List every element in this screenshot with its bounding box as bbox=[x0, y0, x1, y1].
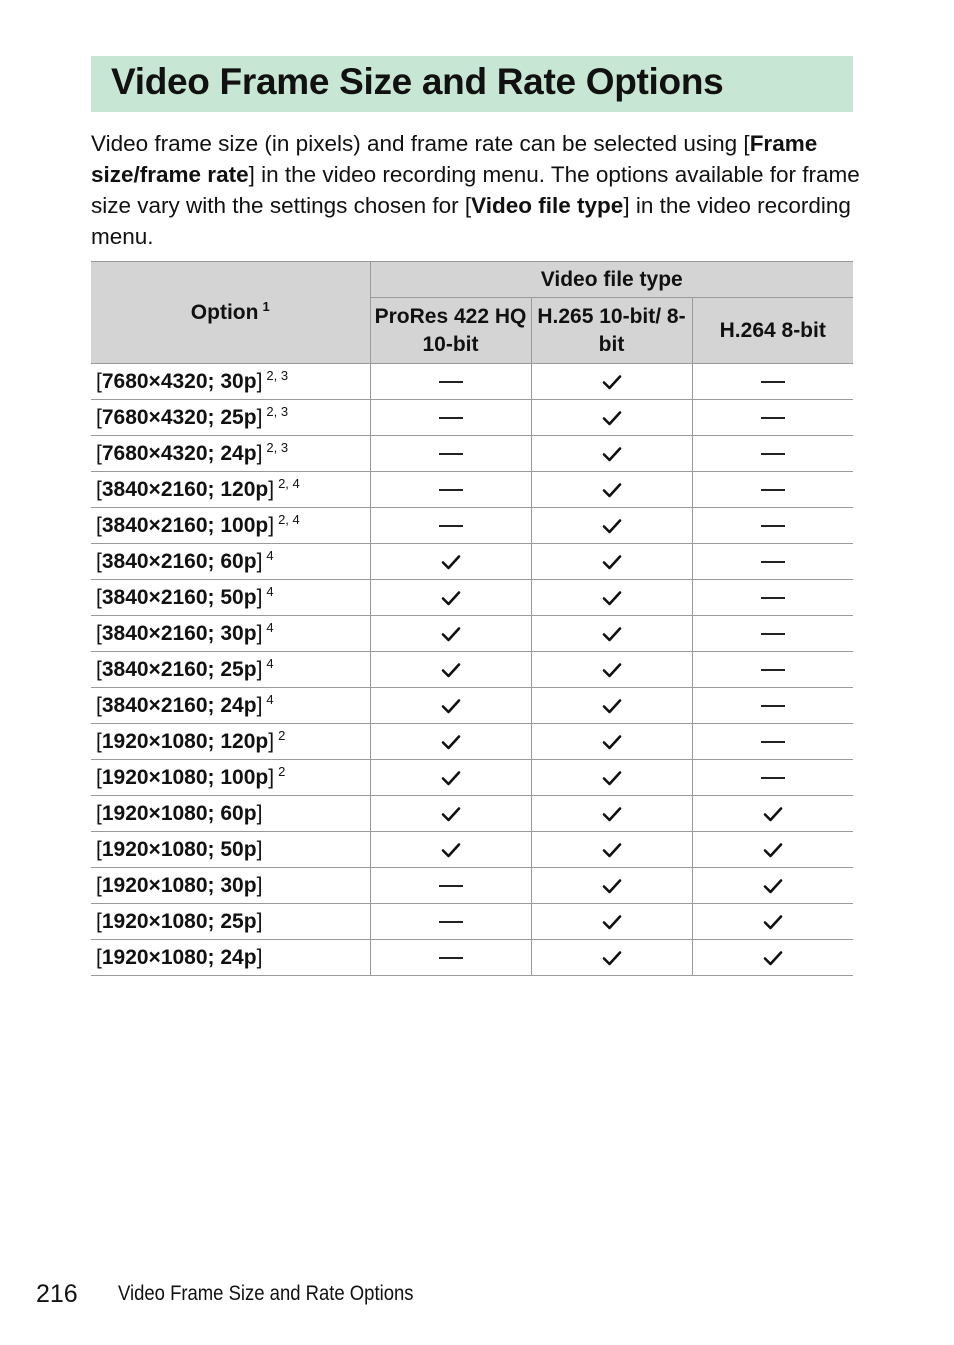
availability-cell bbox=[692, 616, 853, 652]
dash-icon bbox=[761, 453, 785, 455]
check-icon bbox=[532, 518, 692, 534]
option-value: 7680×4320; 25p bbox=[101, 405, 257, 429]
dash-icon bbox=[761, 777, 785, 779]
option-value: 1920×1080; 120p bbox=[101, 729, 269, 753]
option-notes: 4 bbox=[266, 619, 274, 635]
availability-cell bbox=[692, 508, 853, 544]
availability-cell bbox=[370, 652, 531, 688]
option-cell: [1920×1080; 30p] bbox=[91, 868, 370, 904]
dash-icon bbox=[761, 633, 785, 635]
availability-cell bbox=[370, 868, 531, 904]
option-header-note: 1 bbox=[262, 298, 270, 314]
availability-cell bbox=[370, 616, 531, 652]
option-cell: [3840×2160; 60p] $^4$ bbox=[91, 544, 370, 580]
option-notes: 2 bbox=[278, 727, 286, 743]
table-row bbox=[91, 724, 853, 760]
check-icon bbox=[532, 554, 692, 570]
availability-cell bbox=[692, 832, 853, 868]
availability-cell bbox=[370, 760, 531, 796]
availability-cell bbox=[370, 796, 531, 832]
dash-icon bbox=[439, 453, 463, 455]
option-header bbox=[91, 262, 370, 364]
dash-icon bbox=[761, 381, 785, 383]
availability-cell bbox=[531, 544, 692, 580]
intro-paragraph bbox=[91, 128, 861, 252]
option-notes: 4 bbox=[266, 547, 274, 563]
dash-icon bbox=[761, 525, 785, 527]
option-cell: [3840×2160; 120p] $^{2, 4}$ bbox=[91, 472, 370, 508]
availability-cell bbox=[370, 832, 531, 868]
dash-icon bbox=[761, 417, 785, 419]
availability-cell bbox=[692, 580, 853, 616]
dash-icon bbox=[761, 597, 785, 599]
availability-cell bbox=[692, 760, 853, 796]
availability-cell bbox=[531, 940, 692, 976]
option-notes: 4 bbox=[266, 691, 274, 707]
check-icon bbox=[693, 842, 854, 858]
option-cell: [3840×2160; 25p] $^4$ bbox=[91, 652, 370, 688]
option-notes: 2 bbox=[278, 763, 286, 779]
table-row bbox=[91, 940, 853, 976]
dash-icon bbox=[761, 741, 785, 743]
check-icon bbox=[532, 878, 692, 894]
dash-icon bbox=[439, 489, 463, 491]
availability-cell bbox=[531, 580, 692, 616]
check-icon bbox=[693, 914, 854, 930]
availability-cell bbox=[370, 400, 531, 436]
option-notes: 2, 3 bbox=[266, 439, 289, 455]
table-row bbox=[91, 436, 853, 472]
check-icon bbox=[532, 914, 692, 930]
table-row bbox=[91, 544, 853, 580]
options-table bbox=[91, 261, 853, 976]
availability-cell bbox=[692, 436, 853, 472]
option-value: 3840×2160; 25p bbox=[101, 657, 257, 681]
dash-icon bbox=[439, 921, 463, 923]
check-icon bbox=[532, 590, 692, 606]
option-value: 1920×1080; 100p bbox=[101, 765, 269, 789]
table-row bbox=[91, 508, 853, 544]
option-notes: 4 bbox=[266, 655, 274, 671]
availability-cell bbox=[370, 436, 531, 472]
availability-cell bbox=[531, 688, 692, 724]
availability-cell bbox=[692, 688, 853, 724]
table-row bbox=[91, 580, 853, 616]
check-icon bbox=[532, 482, 692, 498]
check-icon bbox=[532, 734, 692, 750]
availability-cell bbox=[692, 796, 853, 832]
check-icon bbox=[693, 806, 854, 822]
intro-text-2: ] in the video recording menu. The options available for frame size vary with the settings chosen for [ bbox=[91, 162, 860, 218]
check-icon bbox=[371, 662, 531, 678]
title-band bbox=[91, 56, 853, 112]
check-icon bbox=[693, 950, 854, 966]
col-header-h264: H.264 8-bit bbox=[692, 298, 853, 364]
dash-icon bbox=[761, 561, 785, 563]
availability-cell bbox=[692, 724, 853, 760]
option-value: 7680×4320; 24p bbox=[101, 441, 257, 465]
option-notes: 2, 4 bbox=[278, 475, 300, 491]
availability-cell bbox=[531, 796, 692, 832]
dash-icon bbox=[439, 525, 463, 527]
option-value: 3840×2160; 50p bbox=[101, 585, 257, 609]
check-icon bbox=[532, 806, 692, 822]
check-icon bbox=[371, 734, 531, 750]
page-number: 216 bbox=[36, 1280, 78, 1308]
option-value: 1920×1080; 25p bbox=[101, 909, 257, 933]
availability-cell bbox=[531, 508, 692, 544]
availability-cell bbox=[692, 544, 853, 580]
check-icon bbox=[371, 626, 531, 642]
check-icon bbox=[371, 590, 531, 606]
table-row bbox=[91, 688, 853, 724]
intro-text-3: ] in the video recording menu. bbox=[91, 193, 851, 249]
check-icon bbox=[371, 770, 531, 786]
table-row bbox=[91, 760, 853, 796]
dash-icon bbox=[761, 669, 785, 671]
availability-cell bbox=[692, 400, 853, 436]
availability-cell bbox=[370, 724, 531, 760]
table-row bbox=[91, 904, 853, 940]
availability-cell bbox=[531, 616, 692, 652]
intro-bold-file-type: Video file type bbox=[471, 193, 624, 218]
check-icon bbox=[532, 374, 692, 390]
option-cell: [1920×1080; 100p] $^2$ bbox=[91, 760, 370, 796]
dash-icon bbox=[439, 885, 463, 887]
availability-cell bbox=[531, 760, 692, 796]
availability-cell bbox=[692, 940, 853, 976]
availability-cell bbox=[370, 364, 531, 400]
availability-cell bbox=[531, 868, 692, 904]
check-icon bbox=[532, 698, 692, 714]
check-icon bbox=[532, 842, 692, 858]
option-value: 3840×2160; 120p bbox=[101, 477, 269, 501]
option-notes: 2, 4 bbox=[278, 511, 300, 527]
check-icon bbox=[532, 770, 692, 786]
option-cell: [1920×1080; 25p] bbox=[91, 904, 370, 940]
availability-cell bbox=[692, 472, 853, 508]
option-header-label: Option bbox=[190, 300, 259, 324]
page-title: Video Frame Size and Rate Options bbox=[111, 61, 724, 102]
dash-icon bbox=[439, 381, 463, 383]
availability-cell bbox=[370, 580, 531, 616]
option-cell: [1920×1080; 50p] bbox=[91, 832, 370, 868]
table-row bbox=[91, 364, 853, 400]
option-cell: [3840×2160; 100p] $^{2, 4}$ bbox=[91, 508, 370, 544]
table-row bbox=[91, 652, 853, 688]
availability-cell bbox=[692, 904, 853, 940]
table-row bbox=[91, 832, 853, 868]
option-cell: [7680×4320; 30p] $^{2, 3}$ bbox=[91, 364, 370, 400]
col-header-h265: H.265 10-bit/ 8-bit bbox=[531, 298, 692, 364]
dash-icon bbox=[439, 957, 463, 959]
option-value: 7680×4320; 30p bbox=[101, 369, 257, 393]
availability-cell bbox=[531, 400, 692, 436]
availability-cell bbox=[531, 436, 692, 472]
check-icon bbox=[693, 878, 854, 894]
option-value: 1920×1080; 60p bbox=[101, 801, 257, 825]
availability-cell bbox=[692, 868, 853, 904]
availability-cell bbox=[692, 364, 853, 400]
option-cell: [7680×4320; 25p] $^{2, 3}$ bbox=[91, 400, 370, 436]
option-cell: [3840×2160; 30p] $^4$ bbox=[91, 616, 370, 652]
availability-cell bbox=[531, 832, 692, 868]
check-icon bbox=[371, 698, 531, 714]
option-cell: [1920×1080; 120p] $^2$ bbox=[91, 724, 370, 760]
option-value: 3840×2160; 30p bbox=[101, 621, 257, 645]
option-value: 1920×1080; 30p bbox=[101, 873, 257, 897]
intro-bold-frame-size: Frame size/frame rate bbox=[91, 131, 818, 187]
option-notes: 2, 3 bbox=[266, 403, 289, 419]
option-cell: [1920×1080; 60p] bbox=[91, 796, 370, 832]
check-icon bbox=[532, 446, 692, 462]
option-cell: [3840×2160; 24p] $^4$ bbox=[91, 688, 370, 724]
availability-cell bbox=[692, 652, 853, 688]
check-icon bbox=[532, 626, 692, 642]
availability-cell bbox=[370, 940, 531, 976]
check-icon bbox=[371, 806, 531, 822]
dash-icon bbox=[439, 417, 463, 419]
option-notes: 4 bbox=[266, 583, 274, 599]
option-value: 3840×2160; 60p bbox=[101, 549, 257, 573]
availability-cell bbox=[531, 364, 692, 400]
availability-cell bbox=[531, 724, 692, 760]
footer-section-title: Video Frame Size and Rate Options bbox=[118, 1282, 414, 1305]
video-file-type-header: Video file type bbox=[370, 262, 853, 298]
availability-cell bbox=[531, 472, 692, 508]
table-row bbox=[91, 400, 853, 436]
check-icon bbox=[532, 950, 692, 966]
option-value: 1920×1080; 50p bbox=[101, 837, 257, 861]
intro-text-1: Video frame size (in pixels) and frame rate can be selected using [ bbox=[91, 131, 750, 156]
check-icon bbox=[532, 662, 692, 678]
check-icon bbox=[371, 842, 531, 858]
table-row bbox=[91, 796, 853, 832]
option-cell: [3840×2160; 50p] $^4$ bbox=[91, 580, 370, 616]
option-cell: [1920×1080; 24p] bbox=[91, 940, 370, 976]
availability-cell bbox=[370, 472, 531, 508]
table-row bbox=[91, 472, 853, 508]
dash-icon bbox=[761, 705, 785, 707]
availability-cell bbox=[370, 904, 531, 940]
dash-icon bbox=[761, 489, 785, 491]
availability-cell bbox=[370, 688, 531, 724]
availability-cell bbox=[531, 904, 692, 940]
col-header-prores: ProRes 422 HQ 10-bit bbox=[370, 298, 531, 364]
option-value: 1920×1080; 24p bbox=[101, 945, 257, 969]
availability-cell bbox=[370, 544, 531, 580]
check-icon bbox=[532, 410, 692, 426]
option-notes: 2, 3 bbox=[266, 367, 289, 383]
availability-cell bbox=[531, 652, 692, 688]
availability-cell bbox=[370, 508, 531, 544]
table-row bbox=[91, 616, 853, 652]
option-value: 3840×2160; 100p bbox=[101, 513, 269, 537]
table-row bbox=[91, 868, 853, 904]
option-cell: [7680×4320; 24p] $^{2, 3}$ bbox=[91, 436, 370, 472]
option-value: 3840×2160; 24p bbox=[101, 693, 257, 717]
check-icon bbox=[371, 554, 531, 570]
